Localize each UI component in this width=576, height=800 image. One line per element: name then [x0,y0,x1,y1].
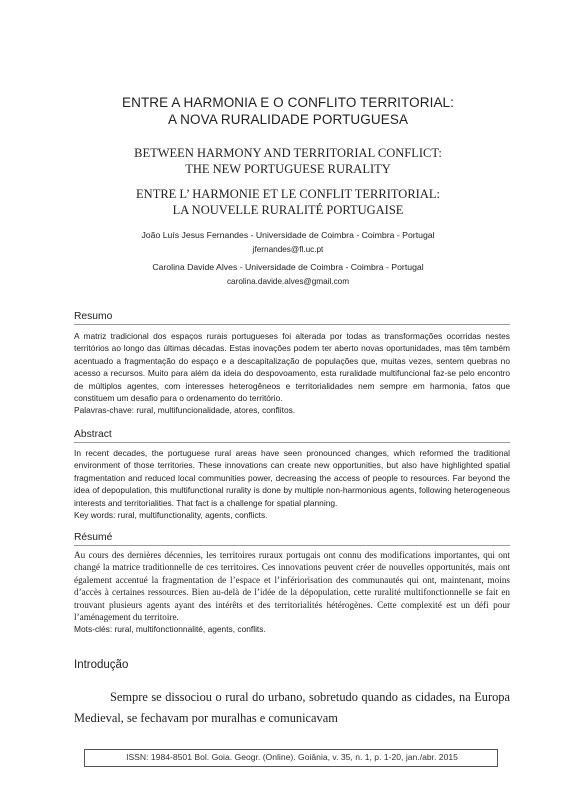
title-en-line1: BETWEEN HARMONY AND TERRITORIAL CONFLICT: [134,146,442,160]
author-1-email: jfernandes@fl.uc.pt [252,245,324,254]
abstract-text: In recent decades, the portuguese rural areas have seen pronounced changes, which reformed the traditional environment of those territories. These innovations can create new opportunities, but also have highlighted spatial fragmentation and reduced local communities power, decreasing the access of people to resources. Far beyond the idea of depopulation, this multifunctional rurality is done by multiple non-harmonious agents, following heterogeneous interests and territorialities. That fact is a challenge for spatial planning. [74,448,510,508]
title-pt-line1: ENTRE A HARMONIA E O CONFLITO TERRITORIAL: [121,95,455,110]
resumo-text: A matriz tradicional dos espaços rurais portugueses foi alterada por todas as transformações ocorridas nestes territórios ao longo das últimas décadas. Estas inovações podem ter aberto novas oportunidades, mas têm também acentuado a fragmentação do espaço e a descapitalização de populações que, muitas vezes, sentem quebras no acesso a recursos. Muito para além da ideia do despovoamento, esta ruralidade multifuncional faz-se pelo encontro de múltiplos agentes, com interesses heterogêneos e territorialidades nem sempre em harmonia, fatos que constituem um desafio para o ordenamento do território. [74,331,510,404]
abstract-keywords: Key words: rural, multifunctionality, agents, conflicts. [74,510,268,521]
resumo-rule [74,324,510,325]
footer-citation-box [84,749,498,767]
footer-citation: ISSN: 1984-8501 Bol. Goia. Geogr. (Online). Goiânia, v. 35, n. 1, p. 1-20, jan./abr. 2015 [126,752,458,762]
title-pt-line2: A NOVA RURALIDADE PORTUGUESA [167,112,409,127]
intro-heading: Introdução [74,659,129,671]
resumo-body [74,330,510,417]
abstract-heading: Abstract [74,429,112,440]
intro-paragraph: Sempre se dissociou o rural do urbano, sobretudo quando as cidades, na Europa Medieval, se fechavam por muralhas e comunicavam [74,690,510,725]
title-fr-line2: LA NOUVELLE RURALITÉ PORTUGAISE [172,203,404,217]
resume-heading: Résumé [74,532,113,543]
resumo-keywords: Palavras-chave: rural, multifuncionalidade, atores, conflitos. [74,405,296,416]
resume-keywords: Mots-clés: rural, multifonctionnalité, agents, conflits. [74,624,266,635]
abstract-body [74,447,510,521]
resume-body [74,549,510,636]
title-en-line2: THE NEW PORTUGUESE RURALITY [185,162,391,176]
intro-body [74,687,510,729]
resume-rule [74,545,510,546]
resume-text: Au cours des dernières décennies, les territoires ruraux portugais ont connu des modifications importantes, qui ont changé la matrice traditionnelle de ces territoires. Ces innovations peuvent créer de nouvelles opportunités, mais ont également accentué la fragmentation de l’espace et l’infériorisation des communautés qui ont, maintenant, moins d’accès à certaines ressources. Bien au-delà de l’idée de la dépopulation, cette ruralité multifonctionnelle se fait en trouvant plusieurs agents ayant des intérêts et des territorialités hétérogènes. Cette complexité est un défi pour l’aménagement du territoire. [74,550,510,623]
author-1-affiliation: João Luís Jesus Fernandes - Universidade de Coimbra - Coimbra - Portugal [141,230,435,240]
author-2-email: carolina.davide.alves@gmail.com [226,277,350,286]
resumo-heading: Resumo [74,311,113,322]
title-fr-line1: ENTRE L’ HARMONIE ET LE CONFLIT TERRITORIAL: [136,187,440,201]
author-2-affiliation: Carolina Davide Alves - Universidade de Coimbra - Coimbra - Portugal [152,262,424,272]
abstract-rule [74,442,510,443]
